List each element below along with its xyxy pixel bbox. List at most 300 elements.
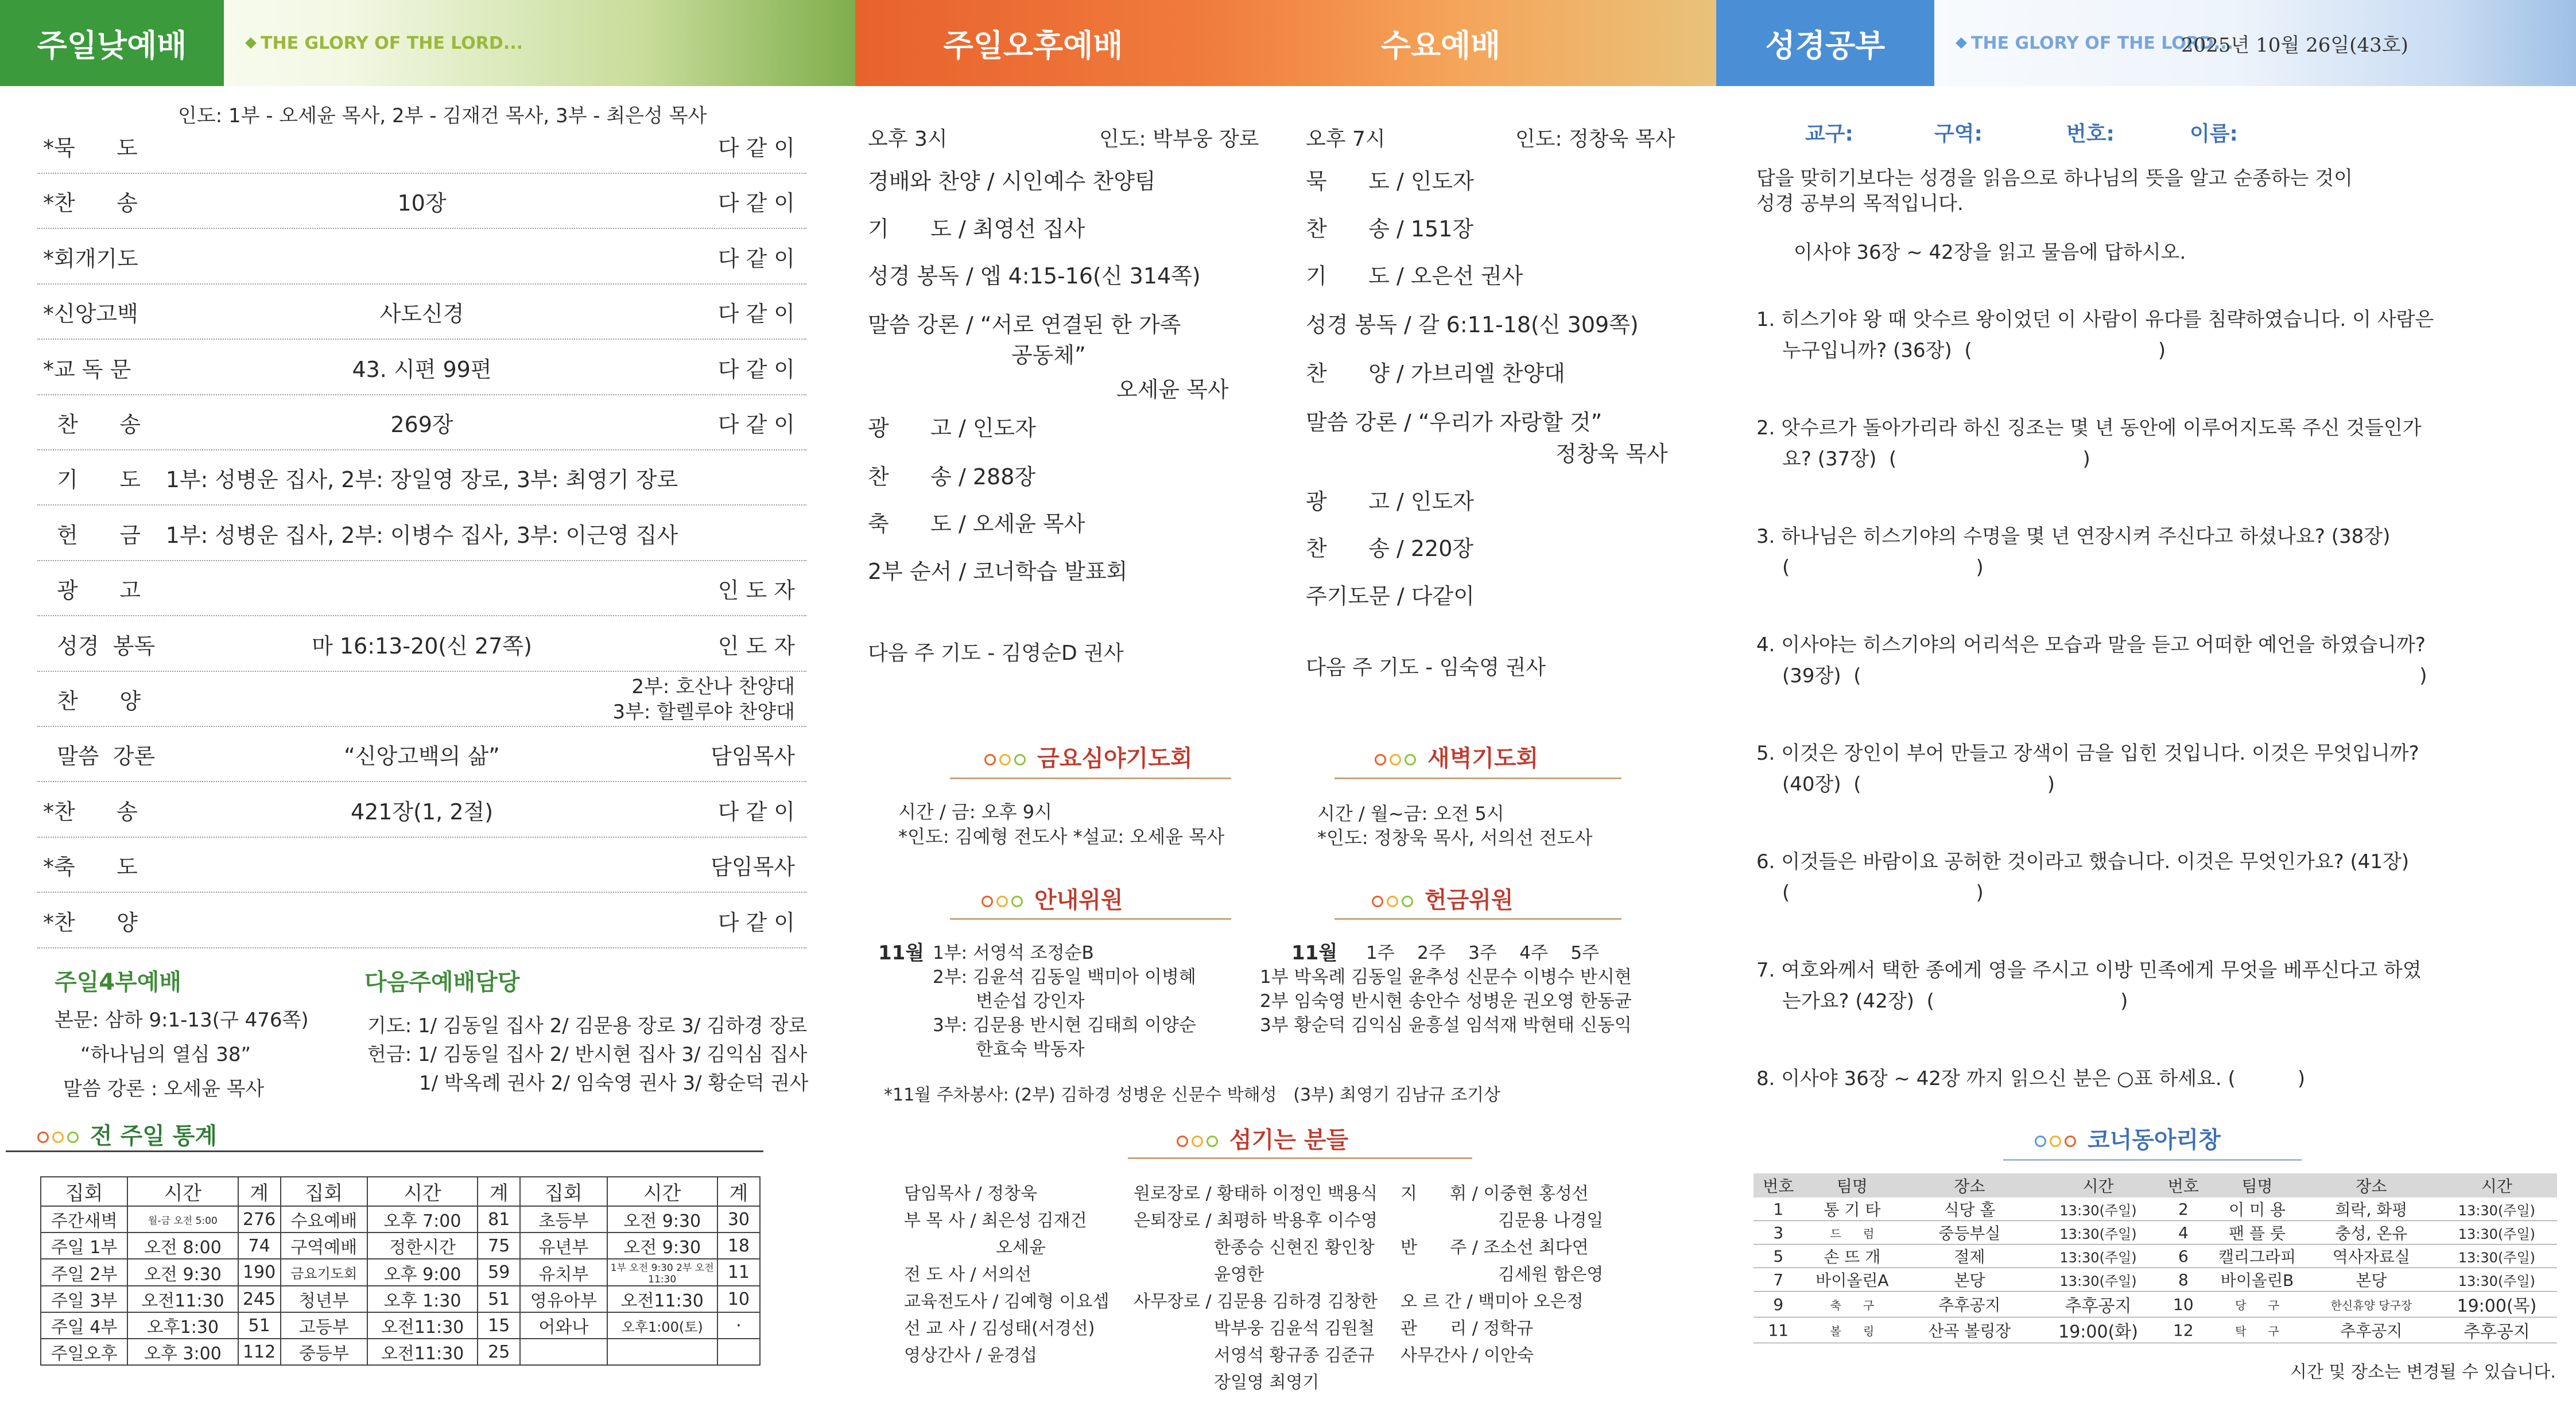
diamond-icon <box>245 37 257 49</box>
corner-cell: 팬 플 룻 <box>2208 1221 2306 1245</box>
corner-row <box>1753 1245 2557 1268</box>
service-row <box>37 173 806 229</box>
corner-cell: 13:30(주일) <box>2437 1221 2557 1245</box>
corner-cell: 식당 홀 <box>1901 1198 2038 1221</box>
stats-cell: 30 <box>717 1206 760 1233</box>
corner-header-cell: 팀명 <box>1803 1173 1902 1198</box>
corner-title: 코너동아리창 <box>2088 1127 2221 1153</box>
server-entry: 사무간사 / 이안숙 <box>1400 1346 1534 1366</box>
corner-cell: 7 <box>1753 1268 1803 1292</box>
corner-cell: 드 럼 <box>1803 1221 1902 1245</box>
service-item-label: *찬 양 <box>43 909 138 935</box>
question-text: 7. 여호와께서 택한 종에게 영을 주시고 이방 민족에게 무엇을 베푸신다고 하였 <box>1756 959 2422 982</box>
stats-cell: 청년부 <box>281 1286 367 1312</box>
service-item-detail: “신앙고백의 삶” <box>344 744 500 769</box>
corner-row <box>1753 1317 2557 1343</box>
three-dots-icon <box>1177 1127 1221 1153</box>
service-item-leader: 2부: 호산나 찬양대 3부: 할렐루야 찬양대 <box>612 675 795 724</box>
wednesday-line: 찬 송 / 151장 <box>1306 216 1474 242</box>
service-item-label: 헌 금 <box>43 522 141 548</box>
corner-cell: 12 <box>2159 1317 2209 1343</box>
stats-cell: 수요예배 <box>281 1206 367 1233</box>
header-panel-1 <box>0 0 855 86</box>
stats-cell: 오전11:30 <box>367 1312 478 1339</box>
question-answer-line: (39장) ( ) <box>1782 664 2427 687</box>
question-text: 5. 이것은 장인이 부어 만들고 장색이 금을 입힌 것입니다. 이것은 무엇입니까? <box>1756 742 2419 765</box>
service-row <box>37 505 806 561</box>
afternoon-line: 오세윤 목사 <box>1116 377 1229 402</box>
afternoon-line: 경배와 찬양 / 시인예수 찬양팀 <box>868 169 1156 194</box>
corner-cell: 중등부실 <box>1901 1221 2038 1245</box>
afternoon-service-title: 주일오후예배 <box>943 27 1123 64</box>
study-field-label: 교구: <box>1805 122 1853 146</box>
bible-study-title: 성경공부 <box>1716 0 1934 86</box>
friday-info: *인도: 김예형 전도사 *설교: 오세윤 목사 <box>898 826 1225 847</box>
stats-heading <box>37 1118 217 1150</box>
service-item-leader: 다 같 이 <box>717 356 795 382</box>
stats-cell: 주일 4부 <box>41 1312 127 1339</box>
stats-cell: 51 <box>238 1312 281 1339</box>
corner-cell: 19:00(목) <box>2437 1292 2557 1317</box>
stats-cell <box>607 1339 717 1365</box>
afternoon-line: 기 도 / 최영선 집사 <box>868 216 1085 242</box>
corner-cell: 11 <box>1753 1317 1803 1343</box>
service-row <box>37 837 806 893</box>
stats-cell: 오후 3:00 <box>127 1339 238 1365</box>
study-intro-2: 성경 공부의 목적입니다. <box>1756 192 1964 215</box>
stats-cell: 81 <box>478 1206 520 1233</box>
service-row <box>37 118 806 174</box>
server-entry: 선 교 사 / 김성태(서경선) <box>904 1319 1095 1339</box>
stats-cell: 25 <box>478 1339 520 1365</box>
server-entry: 박부웅 김윤석 김원철 <box>1214 1319 1375 1339</box>
server-entry: 지 휘 / 이중현 홍성선 <box>1400 1184 1589 1204</box>
question-text: 6. 이것들은 바람이요 공허한 것이라고 했습니다. 이것은 무엇인가요? (41장) <box>1756 850 2410 873</box>
question-answer-line: (40장) ( ) <box>1782 773 2055 796</box>
stats-cell: 유치부 <box>520 1259 607 1286</box>
corner-row <box>1753 1221 2557 1245</box>
offering-heading <box>1372 882 1514 915</box>
afternoon-line: 2부 순서 / 코너학습 발표회 <box>868 559 1128 584</box>
offering-rule <box>1334 918 1621 920</box>
service-item-label: *묵 도 <box>43 135 138 161</box>
next-week-prayer: 기도: 1/ 김동일 집사 2/ 김문용 장로 3/ 김하경 장로 <box>367 1014 808 1037</box>
wednesday-line: 찬 송 / 220장 <box>1306 536 1474 561</box>
corner-note: 시간 및 장소는 변경될 수 있습니다. <box>2290 1362 2556 1382</box>
next-week-offering-2: 1/ 박옥례 권사 2/ 임숙영 권사 3/ 황순덕 권사 <box>419 1072 809 1095</box>
question-text: 4. 이사야는 히스기야의 어리석은 모습과 말을 듣고 어떠한 예언을 하였습니까? <box>1756 633 2426 656</box>
corner-cell: 19:00(화) <box>2038 1317 2158 1343</box>
wednesday-line: 기 도 / 오은선 권사 <box>1306 263 1523 289</box>
wednesday-line: 정창욱 목사 <box>1555 441 1668 466</box>
stats-cell <box>520 1339 607 1365</box>
server-entry: 부 목 사 / 최은성 김재건 <box>904 1211 1087 1231</box>
servers-title: 섬기는 분들 <box>1229 1127 1349 1153</box>
corner-cell: 13:30(주일) <box>2038 1198 2158 1221</box>
corner-cell: 6 <box>2159 1245 2209 1268</box>
service-item-detail: 1부: 성병운 집사, 2부: 이병수 집사, 3부: 이근영 집사 <box>165 522 678 548</box>
study-field-label: 구역: <box>1934 122 1983 146</box>
stats-cell: 오전 9:30 <box>607 1206 717 1233</box>
offering-title: 헌금위원 <box>1425 887 1514 913</box>
corner-cell: 13:30(주일) <box>2437 1198 2557 1221</box>
stats-cell: 주일 1부 <box>41 1233 127 1259</box>
corner-cell: 13:30(주일) <box>2038 1221 2158 1245</box>
stats-cell: 오후1:30 <box>127 1312 238 1339</box>
stats-header-cell: 계 <box>238 1177 281 1206</box>
stats-header-cell: 시간 <box>607 1177 717 1206</box>
three-dots-icon <box>984 745 1029 772</box>
afternoon-line: 광 고 / 인도자 <box>868 415 1036 441</box>
corner-cell: 4 <box>2159 1221 2209 1245</box>
server-entry: 오세윤 <box>996 1238 1046 1258</box>
server-entry: 김세원 함은영 <box>1498 1265 1604 1285</box>
stats-cell: · <box>717 1312 760 1339</box>
fourth-service-title: 주일4부예배 <box>55 969 182 996</box>
question-answer-line: 요? (37장) ( ) <box>1782 448 2090 471</box>
server-entry: 반 주 / 조소선 최다연 <box>1400 1238 1589 1258</box>
service-item-detail: 10장 <box>397 190 447 216</box>
service-item-label: *축 도 <box>43 854 138 880</box>
stats-cell: 금요기도회 <box>281 1259 367 1286</box>
service-item-leader: 다 같 이 <box>717 909 795 935</box>
offering-line-1: 1부 박옥례 김동일 윤추성 신문수 이병수 반시현 <box>1260 967 1632 987</box>
corner-cell: 탁 구 <box>2208 1317 2306 1343</box>
service-item-leader: 다 같 이 <box>717 412 795 437</box>
server-entry: 원로장로 / 황태하 이정인 백용식 <box>1134 1184 1378 1204</box>
friday-heading <box>984 740 1192 773</box>
service-item-label: 말씀 강론 <box>43 744 156 769</box>
service-item-leader: 다 같 이 <box>717 301 795 327</box>
wednesday-leader: 인도: 정창욱 목사 <box>1515 127 1675 151</box>
service-row <box>37 394 806 450</box>
server-entry: 서영석 황규종 김준규 <box>1214 1346 1375 1366</box>
question-answer-line: 누구입니까? (36장) ( ) <box>1782 339 2166 362</box>
stats-cell: 오후 1:30 <box>367 1286 478 1312</box>
afternoon-leader: 인도: 박부웅 장로 <box>1099 127 1259 151</box>
stats-cell: 51 <box>478 1286 520 1312</box>
corner-cell: 5 <box>1753 1245 1803 1268</box>
stats-cell: 영유아부 <box>520 1286 607 1312</box>
service-item-detail: 마 16:13-20(신 27쪽) <box>312 633 532 659</box>
question-text: 3. 하나님은 히스기야의 수명을 몇 년 연장시켜 주신다고 하셨나요? (38장) <box>1756 525 2391 548</box>
corner-header-cell: 팀명 <box>2208 1173 2306 1198</box>
fourth-service-text: 본문: 삼하 9:1-13(구 476쪽) <box>55 1009 309 1032</box>
corner-cell: 13:30(주일) <box>2038 1268 2158 1292</box>
stats-cell <box>717 1339 760 1365</box>
stats-header-cell: 시간 <box>367 1177 478 1206</box>
corner-cell: 13:30(주일) <box>2437 1245 2557 1268</box>
service-row <box>37 449 806 506</box>
stats-cell: 11 <box>717 1259 760 1286</box>
server-entry: 영상간사 / 윤경섭 <box>904 1346 1038 1366</box>
stats-cell: 주간새벽 <box>41 1206 127 1233</box>
header-panel-2 <box>855 0 1716 86</box>
three-dots-icon <box>1375 745 1419 772</box>
diamond-icon <box>1956 37 1967 49</box>
corner-table <box>1753 1173 2557 1343</box>
service-row <box>37 726 806 782</box>
corner-cell: 바이올린A <box>1803 1268 1902 1292</box>
corner-cell: 추후공지 <box>2437 1317 2557 1343</box>
stats-cell: 오전11:30 <box>127 1286 238 1312</box>
next-week-offering: 헌금: 1/ 김동일 집사 2/ 반시현 집사 3/ 김익심 집사 <box>367 1043 808 1066</box>
server-entry: 담임목사 / 정창욱 <box>904 1184 1038 1204</box>
corner-cell: 3 <box>1753 1221 1803 1245</box>
server-entry: 은퇴장로 / 최평하 박용후 이수영 <box>1134 1211 1378 1231</box>
stats-cell: 초등부 <box>520 1206 607 1233</box>
servers-heading <box>1177 1122 1348 1154</box>
stats-cell: 59 <box>478 1259 520 1286</box>
corner-cell: 추후공지 <box>2306 1317 2437 1343</box>
service-item-leader: 인 도 자 <box>717 578 795 604</box>
study-instruction: 이사야 36장 ~ 42장을 읽고 물음에 답하시오. <box>1794 241 2186 264</box>
dawn-title: 새벽기도회 <box>1427 745 1539 772</box>
corner-cell: 역사자료실 <box>2306 1245 2437 1268</box>
stats-cell: 18 <box>717 1233 760 1259</box>
corner-header-cell: 장소 <box>1901 1173 2038 1198</box>
afternoon-next-prayer: 다음 주 기도 - 김영순D 권사 <box>868 641 1124 665</box>
morning-service-title: 주일낮예배 <box>0 0 224 86</box>
corner-cell: 당 구 <box>2208 1292 2306 1317</box>
servers-rule <box>1128 1157 1472 1159</box>
service-row <box>37 283 806 340</box>
stats-header-cell: 집회 <box>41 1177 127 1206</box>
corner-cell: 통 기 타 <box>1803 1198 1902 1221</box>
three-dots-icon <box>1372 887 1417 913</box>
study-intro-1: 답을 맞히기보다는 성경을 읽음으로 하나님의 뜻을 알고 순종하는 것이 <box>1756 167 2353 190</box>
fourth-service-speaker: 말씀 강론 : 오세윤 목사 <box>63 1078 265 1101</box>
stats-row <box>41 1206 760 1233</box>
service-item-leader: 다 같 이 <box>717 246 795 271</box>
dawn-heading <box>1375 740 1538 773</box>
stats-table <box>40 1176 761 1366</box>
stats-cell: 오전11:30 <box>367 1339 478 1365</box>
service-row <box>37 671 806 727</box>
corner-cell: 본당 <box>2306 1268 2437 1292</box>
corner-cell: 볼 링 <box>1803 1317 1902 1343</box>
fourth-service-sermon: “하나님의 열심 38” <box>80 1043 251 1066</box>
service-item-leader: 다 같 이 <box>717 799 795 825</box>
service-item-leader: 다 같 이 <box>717 190 795 216</box>
three-dots-icon <box>2035 1127 2080 1153</box>
stats-cell: 오후 9:00 <box>367 1259 478 1286</box>
stats-cell: 구역예배 <box>281 1233 367 1259</box>
corner-cell: 8 <box>2159 1268 2209 1292</box>
stats-row <box>41 1259 760 1286</box>
wednesday-line: 주기도문 / 다같이 <box>1306 584 1475 609</box>
corner-cell: 13:30(주일) <box>2437 1268 2557 1292</box>
server-entry: 교육전도사 / 김예형 이요셉 <box>904 1292 1109 1312</box>
corner-rule <box>2003 1159 2302 1161</box>
stats-header-row <box>41 1177 760 1206</box>
guide-month: 11월 <box>878 942 925 965</box>
corner-header-cell: 시간 <box>2038 1173 2158 1198</box>
question-text: 8. 이사야 36장 ~ 42장 까지 읽으신 분은 ○표 하세요. ( ) <box>1756 1067 2306 1090</box>
dawn-rule <box>1334 777 1621 779</box>
stats-top-rule <box>6 1150 763 1152</box>
wednesday-service-title: 수요예배 <box>1380 27 1501 64</box>
corner-header-cell: 시간 <box>2437 1173 2557 1198</box>
service-item-leader: 다 같 이 <box>717 135 795 161</box>
corner-cell: 추후공지 <box>2038 1292 2158 1317</box>
stats-cell: 10 <box>717 1286 760 1312</box>
server-entry: 사무장로 / 김문용 김하경 김창한 <box>1134 1292 1378 1312</box>
corner-cell: 추후공지 <box>1901 1292 2038 1317</box>
wednesday-next-prayer: 다음 주 기도 - 임숙영 권사 <box>1306 656 1546 679</box>
service-item-label: 광 고 <box>43 578 141 604</box>
service-item-detail: 사도신경 <box>379 301 464 327</box>
service-item-label: 기 도 <box>43 467 141 493</box>
server-entry: 장일영 최영기 <box>1214 1373 1320 1393</box>
guide-line-4: 3부: 김문용 반시현 김태희 이양순 <box>933 1015 1196 1036</box>
afternoon-line: 찬 송 / 288장 <box>868 464 1036 489</box>
wednesday-time: 오후 7시 <box>1306 127 1386 151</box>
stats-cell: 오전11:30 <box>607 1286 717 1312</box>
corner-header-cell: 번호 <box>2159 1173 2209 1198</box>
afternoon-line: 축 도 / 오세윤 목사 <box>868 511 1085 536</box>
service-item-label: *찬 송 <box>43 190 138 216</box>
service-item-detail: 421장(1, 2절) <box>350 799 494 825</box>
stats-cell: 주일오후 <box>41 1339 127 1365</box>
service-item-label: 찬 양 <box>43 689 141 714</box>
corner-cell: 희락, 화평 <box>2306 1198 2437 1221</box>
glory-text-2: THE GLORY OF THE LORD... <box>1971 33 2234 53</box>
guide-line-1: 1부: 서영석 조정순B <box>933 943 1094 963</box>
service-item-detail: 269장 <box>390 412 453 437</box>
wednesday-line: 광 고 / 인도자 <box>1306 489 1474 514</box>
guide-line-5: 한효숙 박동자 <box>976 1039 1085 1060</box>
offering-weeks: 1주 2주 3주 4주 5주 <box>1366 943 1600 963</box>
service-row <box>37 616 806 672</box>
guide-heading <box>981 882 1123 915</box>
corner-cell: 13:30(주일) <box>2038 1245 2158 1268</box>
stats-cell: 주일 3부 <box>41 1286 127 1312</box>
stats-cell: 정한시간 <box>367 1233 478 1259</box>
service-item-leader: 인 도 자 <box>717 633 795 659</box>
service-item-label: *신앙고백 <box>43 301 138 327</box>
corner-cell: 손 뜨 개 <box>1803 1245 1902 1268</box>
corner-cell: 이 미 용 <box>2208 1198 2306 1221</box>
service-item-detail: 1부: 성병운 집사, 2부: 장일영 장로, 3부: 최영기 장로 <box>165 467 678 493</box>
friday-title: 금요심야기도회 <box>1037 745 1193 772</box>
next-week-title: 다음주예배담당 <box>364 969 520 996</box>
stats-cell: 74 <box>238 1233 281 1259</box>
server-entry: 전 도 사 / 서의선 <box>904 1265 1032 1285</box>
three-dots-icon <box>981 887 1026 913</box>
dawn-info: *인도: 정창욱 목사, 서의선 전도사 <box>1317 827 1593 849</box>
stats-cell: 오전 9:30 <box>127 1259 238 1286</box>
parking-notice: *11월 주차봉사: (2부) 김하경 성병운 신문수 박해성 (3부) 최영기 김남규 조기상 <box>884 1085 1501 1105</box>
stats-cell: 245 <box>238 1286 281 1312</box>
guide-rule <box>950 918 1231 920</box>
glory-text: THE GLORY OF THE LORD... <box>261 33 523 53</box>
service-item-leader: 담임목사 <box>711 854 795 880</box>
question-text: 1. 히스기야 왕 때 앗수르 왕이었던 이 사람이 유다를 침략하였습니다. 이 사람은 <box>1756 308 2434 331</box>
corner-row <box>1753 1268 2557 1292</box>
stats-row <box>41 1233 760 1259</box>
afternoon-line: 말씀 강론 / “서로 연결된 한 가족 <box>868 312 1181 337</box>
corner-cell: 캘리그라피 <box>2208 1245 2306 1268</box>
question-answer-line: 는가요? (42장) ( ) <box>1782 990 2128 1013</box>
wednesday-line: 말씀 강론 / “우리가 자랑할 것” <box>1306 410 1603 435</box>
stats-cell: 유년부 <box>520 1233 607 1259</box>
header-panel-3 <box>1716 0 2576 86</box>
stats-row <box>41 1286 760 1312</box>
stats-header-cell: 집회 <box>520 1177 607 1206</box>
corner-row <box>1753 1198 2557 1221</box>
stats-cell: 중등부 <box>281 1339 367 1365</box>
three-dots-icon <box>37 1123 82 1149</box>
corner-cell: 1 <box>1753 1198 1803 1221</box>
offering-month: 11월 <box>1291 942 1338 965</box>
corner-cell: 산곡 볼링장 <box>1901 1317 2038 1343</box>
service-row <box>37 228 806 285</box>
service-item-detail: 43. 시편 99편 <box>352 356 492 382</box>
service-item-leader: 담임목사 <box>711 744 795 769</box>
friday-rule <box>950 777 1231 779</box>
service-item-label: *회개기도 <box>43 246 138 271</box>
service-row <box>37 892 806 948</box>
stats-cell: 276 <box>238 1206 281 1233</box>
stats-cell: 고등부 <box>281 1312 367 1339</box>
corner-row <box>1753 1292 2557 1317</box>
stats-row <box>41 1339 760 1365</box>
stats-header-cell: 계 <box>478 1177 520 1206</box>
corner-cell: 10 <box>2159 1292 2209 1317</box>
afternoon-time: 오후 3시 <box>868 127 948 151</box>
server-entry: 관 리 / 정학규 <box>1400 1319 1534 1339</box>
stats-row <box>41 1312 760 1339</box>
question-answer-line: ( ) <box>1782 556 1984 579</box>
friday-time: 시간 / 금: 오후 9시 <box>898 801 1053 823</box>
question-answer-line: ( ) <box>1782 881 1984 904</box>
study-field-label: 번호: <box>2066 122 2115 146</box>
corner-header-cell: 장소 <box>2306 1173 2437 1198</box>
wednesday-line: 찬 양 / 가브리엘 찬양대 <box>1306 361 1565 386</box>
stats-header-cell: 집회 <box>281 1177 367 1206</box>
guide-line-3: 변순섭 강인자 <box>976 991 1085 1012</box>
server-entry: 김문용 나경일 <box>1498 1211 1604 1231</box>
service-item-label: 찬 송 <box>43 412 141 437</box>
guide-line-2: 2부: 김윤석 김동일 백미아 이병혜 <box>933 967 1196 987</box>
issue-date: 2025년 10월 26일(43호) <box>2181 33 2408 57</box>
corner-cell: 한신휴양 당구장 <box>2306 1292 2437 1317</box>
corner-header-cell: 번호 <box>1753 1173 1803 1198</box>
server-entry: 한종승 신현진 황인창 <box>1214 1238 1375 1258</box>
stats-cell: 1부 오전 9:30 2부 오전 11:30 <box>607 1259 717 1286</box>
afternoon-line: 성경 봉독 / 엡 4:15-16(신 314쪽) <box>868 263 1201 289</box>
service-item-label: 성경 봉독 <box>43 633 156 659</box>
corner-heading <box>2035 1122 2221 1154</box>
stats-cell: 어와나 <box>520 1312 607 1339</box>
stats-cell: 190 <box>238 1259 281 1286</box>
corner-cell: 2 <box>2159 1198 2209 1221</box>
service-item-label: *교 독 문 <box>43 356 131 382</box>
offering-line-2: 2부 임숙영 반시현 송안수 성병운 권오영 한동균 <box>1260 991 1632 1012</box>
guide-title: 안내위원 <box>1034 887 1123 913</box>
stats-header-cell: 시간 <box>127 1177 238 1206</box>
corner-cell: 9 <box>1753 1292 1803 1317</box>
stats-cell: 112 <box>238 1339 281 1365</box>
server-entry: 윤영한 <box>1214 1265 1264 1285</box>
corner-cell: 축 구 <box>1803 1292 1902 1317</box>
server-entry: 오 르 간 / 백미아 오은정 <box>1400 1292 1584 1312</box>
dawn-time: 시간 / 월~금: 오전 5시 <box>1317 803 1504 825</box>
study-field-label: 이름: <box>2190 122 2238 146</box>
wednesday-line: 묵 도 / 인도자 <box>1306 169 1474 194</box>
corner-cell: 본당 <box>1901 1268 2038 1292</box>
